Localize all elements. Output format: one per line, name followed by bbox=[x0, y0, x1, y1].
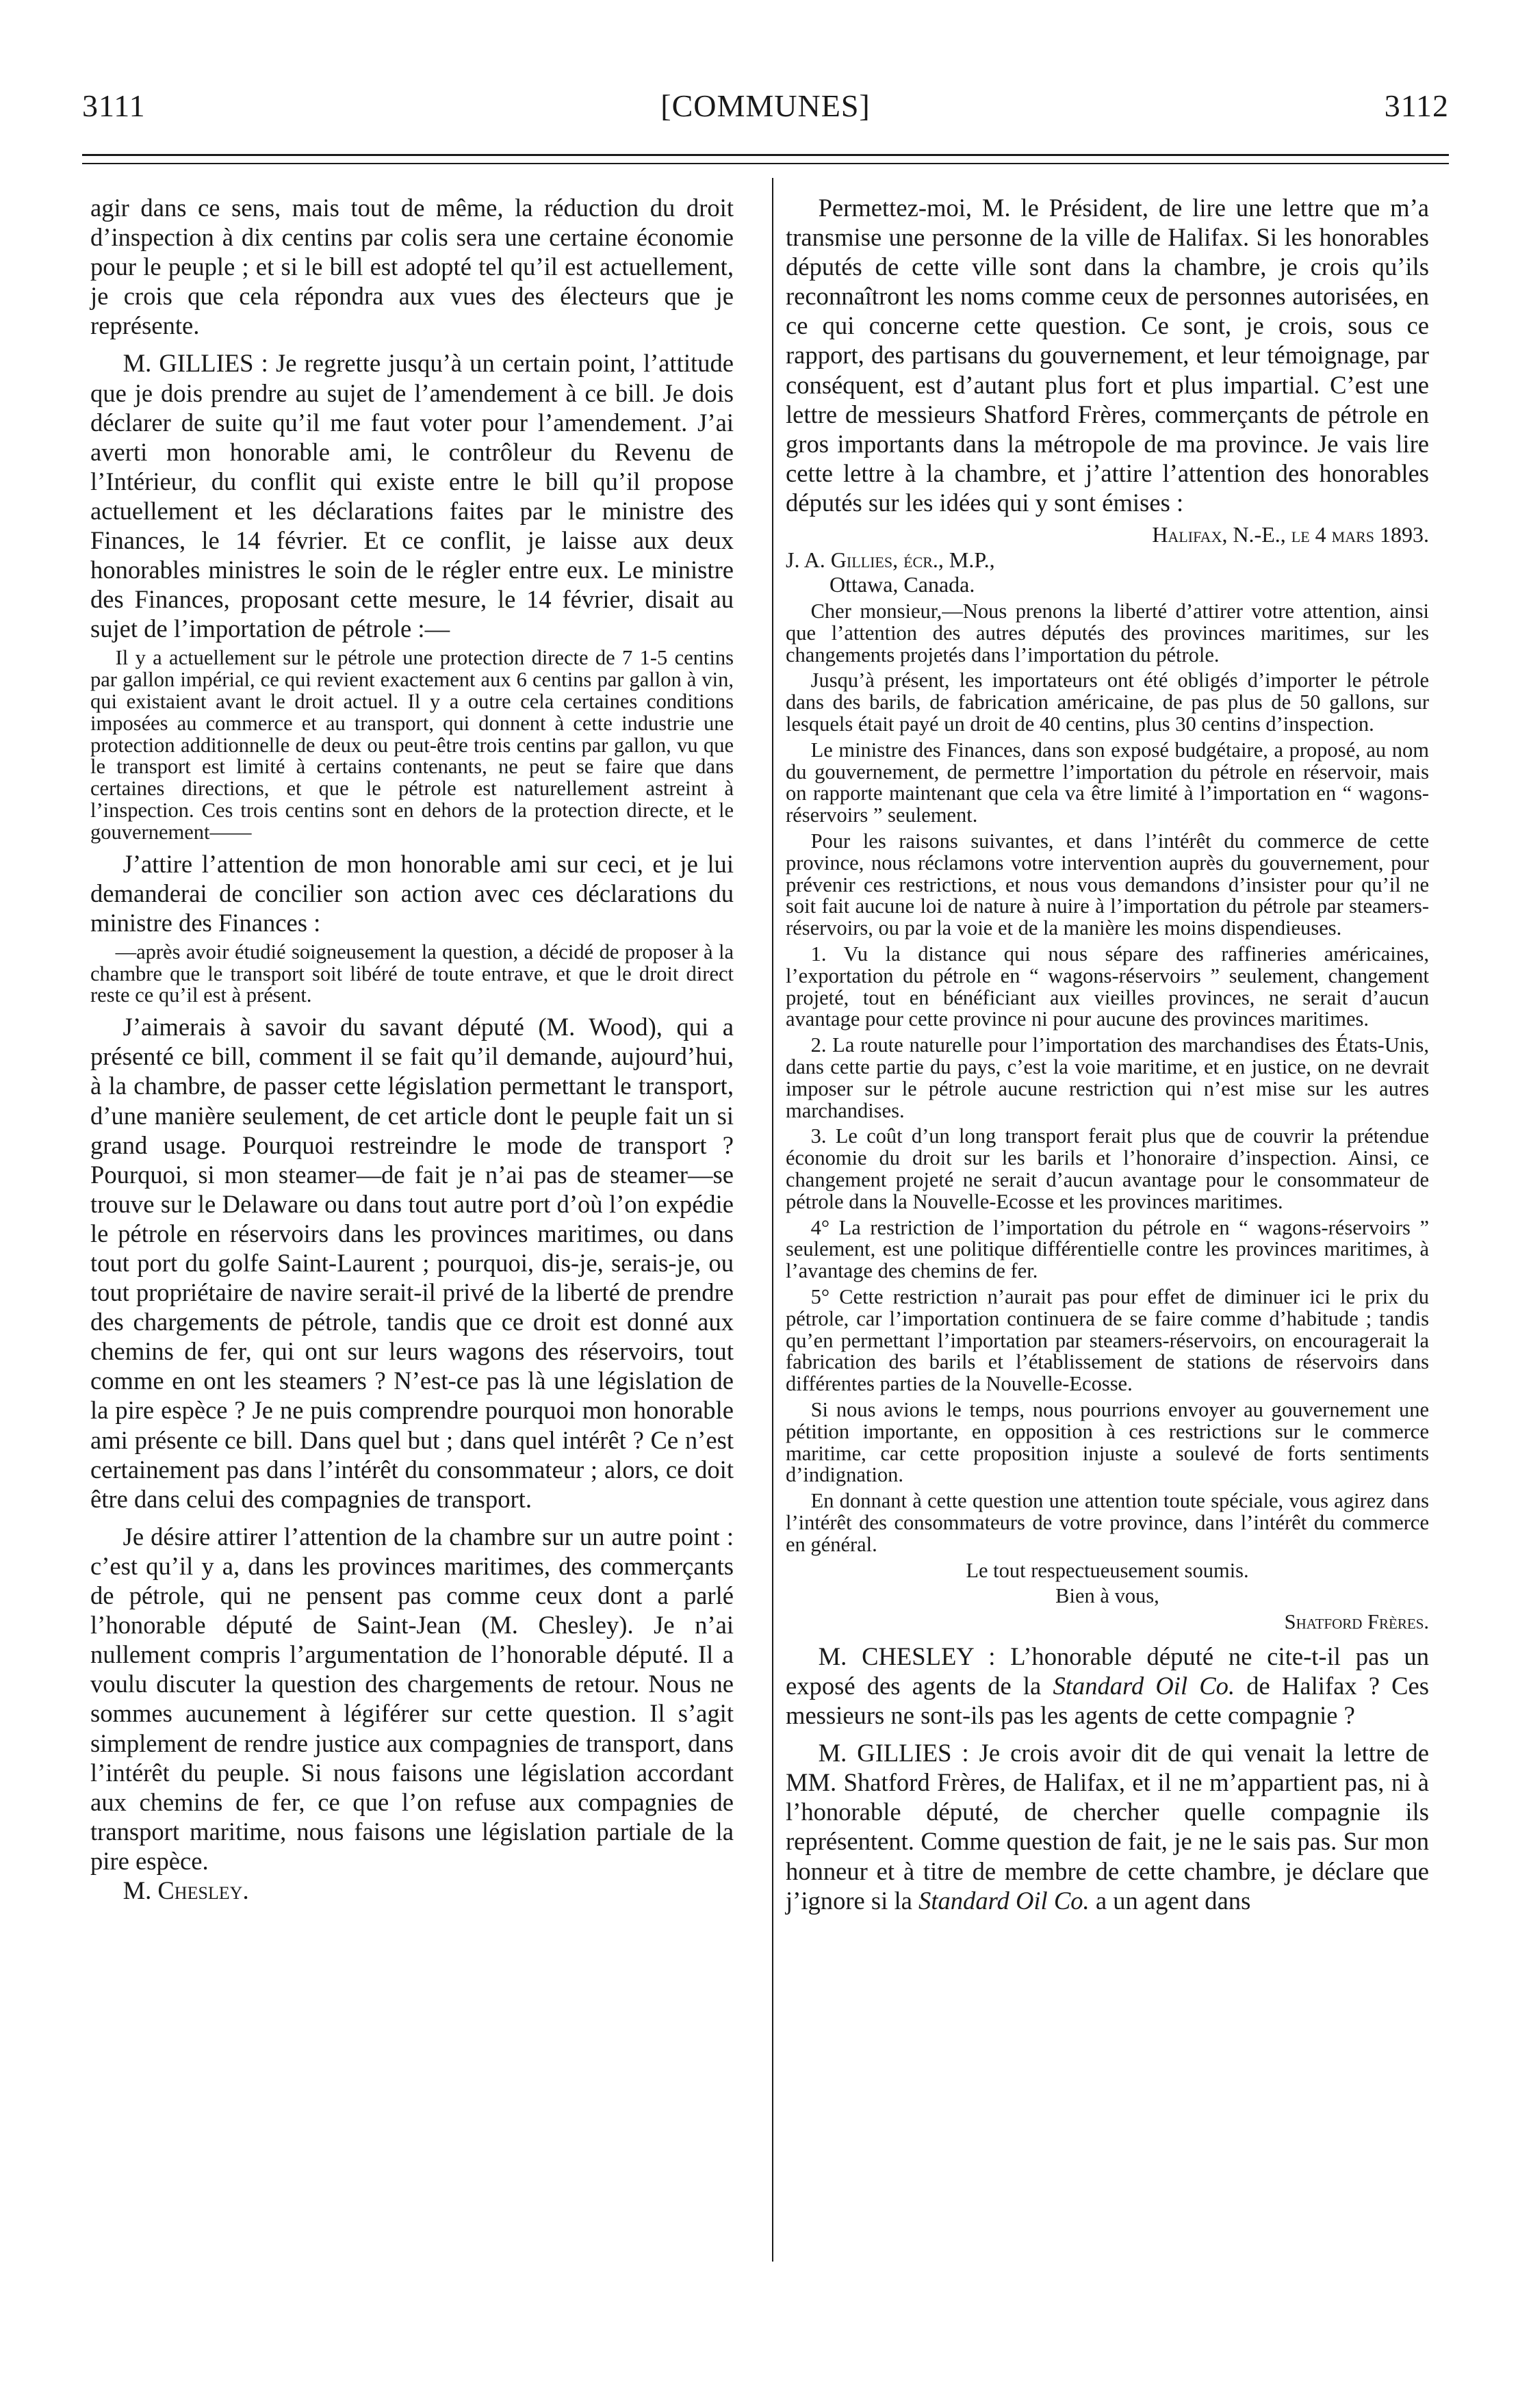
paragraph bbox=[90, 348, 734, 643]
company-name: Standard Oil Co. bbox=[1053, 1671, 1235, 1700]
letter-paragraph: 2. La route naturelle pour l’importation des marchandises des États-Unis, dans cette partie du pays, c’est la voie maritime, et en justice, on ne devrait imposer sur le pétrole aucune restriction qui n’est mise sur les autres marchandises. bbox=[786, 1033, 1429, 1122]
paragraph: agir dans ce sens, mais tout de même, la réduction du droit d’inspection à dix centins par colis sera une certaine économie pour le peuple ; et si le bill est adopté tel qu’il est actuellement, je crois que cela répondra aux vues des électeurs que je représente. bbox=[90, 194, 734, 340]
letter-paragraph: Le ministre des Finances, dans son exposé budgétaire, a proposé, au nom du gouvernement, de permettre l’importation du pétrole en réservoir, mais on rapporte maintenant que cela va être limité à l’importation en “ wagons-réservoirs ” seulement. bbox=[786, 738, 1429, 827]
quotation: Il y a actuellement sur le pétrole une protection directe de 7 1-5 centins par gallon impérial, ce qui revient exactement aux 6 centins par gallon à vin, qui existaient avant le droit actuel. Il y a outre cela certaines conditions imposées au commerce et au transport, qui donnent à cette industrie une protection additionnelle de deux ou peut-être trois centins par gallon, vu que le transport est limité à certains contenants, ne peut se faire que dans certaines directions, et que le pétrole est naturellement astreint à l’inspection. Ces trois centins sont en dehors de la protection directe, et le gouvernement—— bbox=[90, 646, 734, 844]
letter-paragraph: Cher monsieur,—Nous prenons la liberté d’attirer votre attention, ainsi que l’attention des autres députés des provinces maritimes, sur les changements projetés dans l’importation du pétrole. bbox=[786, 599, 1429, 666]
left-column bbox=[90, 193, 734, 1905]
letter-paragraph: 3. Le coût d’un long transport ferait plus que de couvrir la prétendue économie du droit sur les barils et l’honoraire d’inspection. Ainsi, ce changement projeté ne serait d’aucun avantage pour le consommateur de pétrole dans la Nouvelle-Ecosse et les provinces maritimes. bbox=[786, 1124, 1429, 1213]
speaker-name: M. CHESLEY : bbox=[818, 1642, 996, 1670]
speaker-name: M. GILLIES : bbox=[123, 349, 268, 378]
paragraph: Permettez-moi, M. le Président, de lire une lettre que m’a transmise une personne de la ville de Halifax. Si les honorables députés de cette ville sont dans la chambre, je crois qu’ils reconnaîtront les noms comme ceux de personnes autorisées, en ce qui concerne cette question. Ce sont, je crois, sous ce rapport, des partisans du gouvernement, et leur témoignage, par conséquent, est d’autant plus fort et plus impartial. C’est une lettre de messieurs Shatford Frères, commerçants de pétrole en gros importants dans la métropole de ma province. Je vais lire cette lettre à la chambre, et j’attire l’attention des honorables députés sur les idées qui y sont émises : bbox=[786, 194, 1429, 517]
paragraph: J’aimerais à savoir du savant député (M. Wood), qui a présenté ce bill, comment il se fait qu’il demande, aujourd’hui, à la chambre, de passer cette législation permettant le transport, d’une manière seulement, de cet article dont le peuple fait un si grand usage. Pourquoi restreindre le mode de transport ? Pourquoi, si mon steamer—de fait je n’ai pas de steamer—se trouve sur le Delaware ou dans tout autre port d’où l’on expédie le pétrole en réservoirs dans les provinces maritimes, ou dans tout port du golfe Saint-Laurent ; pourquoi, dis-je, serais-je, ou tout propriétaire de navire serait-il privé de la liberté de prendre des chargements de pétrole, tandis que ce droit est donné aux chemins de fer, qui ont sur leurs wagons des réservoirs, tout comme en ont les steamers ? N’est-ce pas là une législation de la pire espèce ? Je ne puis comprendre pourquoi mon honorable ami présente ce bill. Dans quel but ; dans quel intérêt ? Ce n’est certainement pas dans l’intérêt du consommateur ; alors, ce doit être dans celui des compagnies de transport. bbox=[90, 1013, 734, 1513]
letter-salutation: Bien à vous, bbox=[1055, 1584, 1159, 1608]
letter-paragraph: En donnant à cette question une attention toute spéciale, vous agirez dans l’intérêt des consommateurs de votre province, dans l’intérêt du commerce en général. bbox=[786, 1489, 1429, 1556]
letter-paragraph: Pour les raisons suivantes, et dans l’intérêt du commerce de cette province, nous réclamons votre intervention auprès du gouvernement, pour prévenir ces restrictions, et nous vous demandons d’insister pour qu’il ne soit fait aucune loi de nature à nuire à l’importation du pétrole par steamers-réservoirs, ou par la voie et de la manière les moins dispendieuses. bbox=[786, 829, 1429, 940]
letter-paragraph: Si nous avions le temps, nous pourrions envoyer au gouvernement une pétition importante, en opposition à ces restrictions sur le commerce maritime, car cette proposition injuste a soulevé de forts sentiments d’indignation. bbox=[786, 1397, 1429, 1487]
page-header bbox=[82, 82, 1449, 137]
paragraph: M. CHESLEY : L’honorable député ne cite-t-il pas un exposé des agents de la Standard Oil Co. de Halifax ? Ces messieurs ne sont-ils pas les agents de cette compagnie ? bbox=[786, 1642, 1430, 1730]
footer-speaker-signature: M. Chesley. bbox=[123, 1876, 249, 1904]
header-rule-thin bbox=[82, 163, 1449, 164]
page-number-right: 3112 bbox=[1384, 88, 1449, 123]
speech-text: Je regrette jusqu’à un certain point, l’attitude que je dois prendre au sujet de l’amendement à ce bill. Je dois déclarer de suite qu’il me faut voter pour l’amendement. J’ai averti mon honorable ami, le contrôleur du Revenu de l’Intérieur, du conflit qui existe entre le bill qu’il propose actuellement et les déclarations faites par le ministre des Finances, le 14 février. Et ce conflit, je laisse aux deux honorables ministres le soin de le régler entre eux. Le ministre des Finances, proposant cette mesure, le 14 février, disait au sujet de l’importation de pétrole :— bbox=[90, 349, 734, 643]
paragraph: J’attire l’attention de mon honorable ami sur ceci, et je lui demanderai de concilier son action avec ces déclarations du ministre des Finances : bbox=[90, 849, 734, 937]
letter-paragraph: 4° La restriction de l’importation du pétrole en “ wagons-réservoirs ” seulement, est une politique différentielle contre les provinces maritimes, à l’avantage des chemins de fer. bbox=[786, 1215, 1429, 1283]
paragraph: Je désire attirer l’attention de la chambre sur un autre point : c’est qu’il y a, dans les provinces maritimes, des commerçants de pétrole, qui ne pensent pas comme ceux dont a parlé l’honorable député de Saint-Jean (M. Chesley). Je n’ai nullement compris l’argumentation de l’honorable député. Il a voulu discuter la question des chargements de retour. Nous ne sommes aucunement à légiférer sur cette question. Il s’agit simplement de rendre justice aux compagnies de transport, dans l’intérêt du peuple. Si nous faisons une législation accordant aux chemins de fer, ce que l’on refuse aux compagnies de transport maritime, nous faisons une législation partiale de la pire espèce. bbox=[90, 1522, 734, 1875]
letter-signature: Shatford Frères. bbox=[1284, 1610, 1429, 1634]
letter-closing: Le tout respectueusement soumis. bbox=[966, 1558, 1249, 1582]
quotation: —après avoir étudié soigneusement la question, a décidé de proposer à la chambre que le transport soit libéré de toute entrave, et que le droit direct reste ce qu’il est à présent. bbox=[90, 940, 734, 1007]
letter-recipient-location: Ottawa, Canada. bbox=[829, 572, 975, 597]
header-rule-thick bbox=[82, 154, 1449, 156]
column-divider bbox=[772, 178, 773, 2262]
page-number-left: 3111 bbox=[82, 88, 146, 123]
letter-paragraph: Jusqu’à présent, les importateurs ont été obligés d’importer le pétrole dans des barils, de fabrication américaine, de pas plus de 50 gallons, sur lesquels était payé un droit de 40 centins, plus 30 centins d’inspection. bbox=[786, 669, 1429, 736]
speaker-name: M. GILLIES : bbox=[818, 1739, 969, 1768]
paragraph: M. GILLIES : Je crois avoir dit de qui venait la lettre de MM. Shatford Frères, de Halifax, et il ne m’appartient pas, ni à l’honorable député, de chercher quelle compagnie ils représentent. Comme question de fait, je ne le sais pas. Sur mon honneur et à titre de membre de cette chambre, je déclare que j’ignore si la Standard Oil Co. a un agent dans bbox=[786, 1739, 1429, 1915]
letter-paragraph: 5° Cette restriction n’aurait pas pour effet de diminuer ici le prix du pétrole, car l’importation continuera de se faire comme d’habitude ; tandis qu’en permettant l’importation par steamers-réservoirs, on encouragerait la fabrication des barils et l’établissement de stations de réservoirs dans différentes parties de la Nouvelle-Ecosse. bbox=[786, 1284, 1429, 1396]
page-title: [COMMUNES] bbox=[660, 88, 871, 123]
company-name: Standard Oil Co. bbox=[918, 1886, 1090, 1915]
letter-paragraph: 1. Vu la distance qui nous sépare des raffineries américaines, l’exportation du pétrole en “ wagons-réservoirs ” seulement, changement projeté, tout en bénéficiant aux vieilles provinces, ne serait d’aucun avantage pour cette province ni pour aucune des provinces maritimes. bbox=[786, 942, 1429, 1031]
letter-date-line: Halifax, N.-E., le 4 mars 1893. bbox=[1152, 522, 1429, 547]
right-column bbox=[786, 193, 1429, 1915]
letter-recipient: J. A. Gillies, écr., M.P., bbox=[786, 547, 995, 573]
